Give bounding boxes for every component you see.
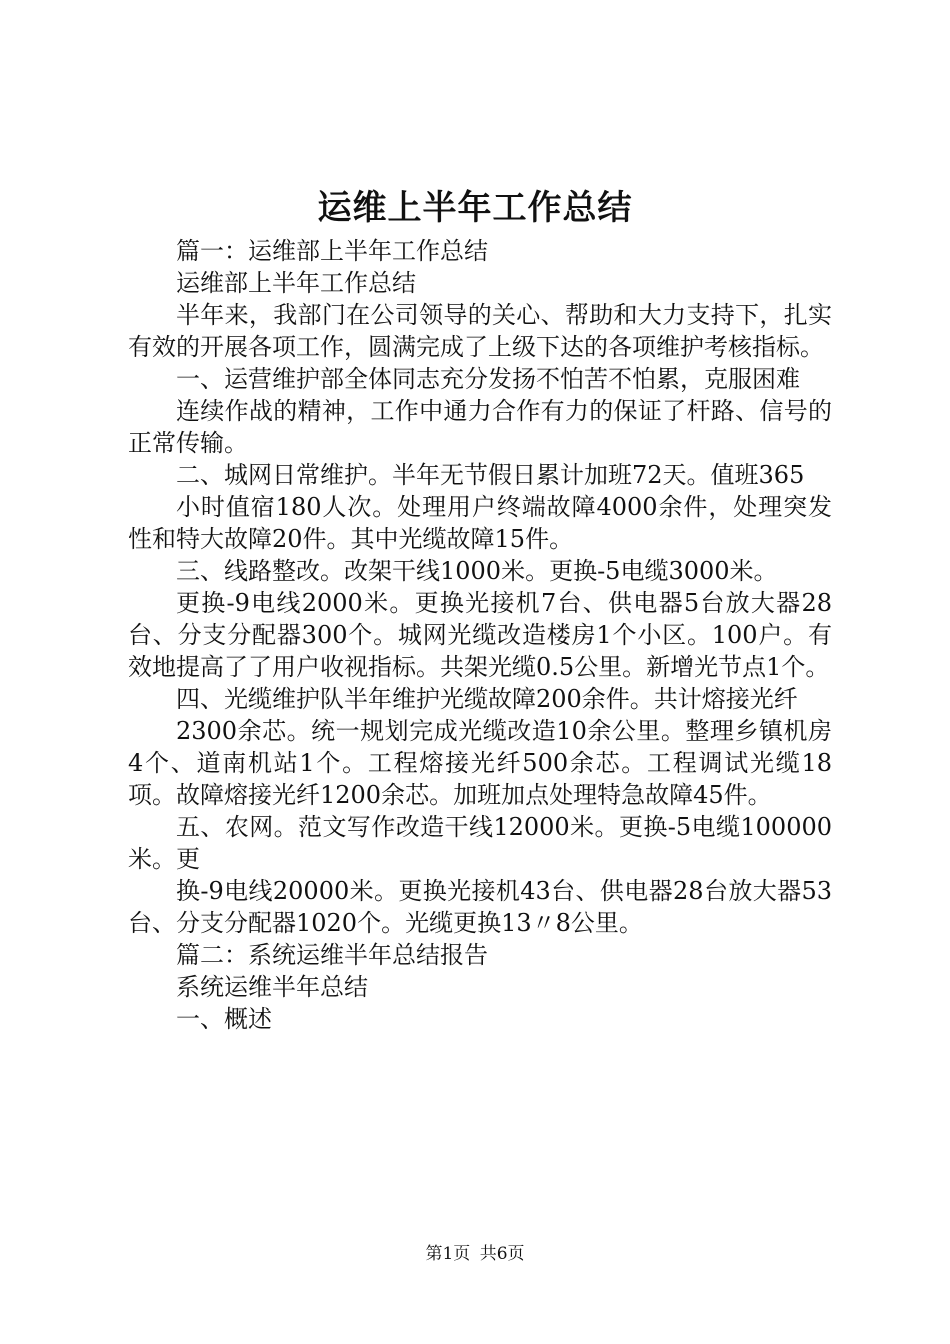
paragraph-4: 一、运营维护部全体同志充分发扬不怕苦不怕累，克服困难 [176,365,800,393]
paragraph-15: 系统运维半年总结 [176,973,368,1001]
paragraph-13: 换-9电线20000米。更换光接机43台、供电器28台放大器53台、分支分配器1020个。光缆更换13〃8公里。 [128,877,832,937]
page-footer: 第1页 共6页 [425,1244,525,1264]
paragraph-12: 五、农网。范文写作改造干线12000米。更换-5电缆100000米。更 [128,813,832,873]
paragraph-6: 二、城网日常维护。半年无节假日累计加班72天。值班365 [176,461,805,489]
paragraph-1: 篇一：运维部上半年工作总结 [176,237,488,265]
paragraph-2: 运维部上半年工作总结 [176,269,416,297]
paragraph-9: 更换-9电线2000米。更换光接机7台、供电器5台放大器28台、分支分配器300个。城网光缆改造楼房1个小区。100户。有效地提高了了用户收视指标。共架光缆0.5公里。新增光节点1个。 [128,589,832,681]
paragraph-10: 四、光缆维护队半年维护光缆故障200余件。共计熔接光纤 [176,685,798,713]
document-title: 运维上半年工作总结 [317,188,633,228]
paragraph-7: 小时值宿180人次。处理用户终端故障4000余件，处理突发性和特大故障20件。其中光缆故障15件。 [128,493,832,553]
paragraph-16: 一、概述 [176,1005,272,1033]
paragraph-8: 三、线路整改。改架干线1000米。更换-5电缆3000米。 [176,557,778,585]
paragraph-14: 篇二：系统运维半年总结报告 [176,941,488,969]
paragraph-3: 半年来，我部门在公司领导的关心、帮助和大力支持下，扎实有效的开展各项工作，圆满完成了上级下达的各项维护考核指标。 [128,301,832,361]
document-body [128,235,832,1035]
paragraph-11: 2300余芯。统一规划完成光缆改造10余公里。整理乡镇机房4个、道南机站1个。工程熔接光纤500余芯。工程调试光缆18项。故障熔接光纤1200余芯。加班加点处理特急故障45件。 [128,717,832,809]
paragraph-5: 连续作战的精神，工作中通力合作有力的保证了杆路、信号的正常传输。 [128,397,832,457]
